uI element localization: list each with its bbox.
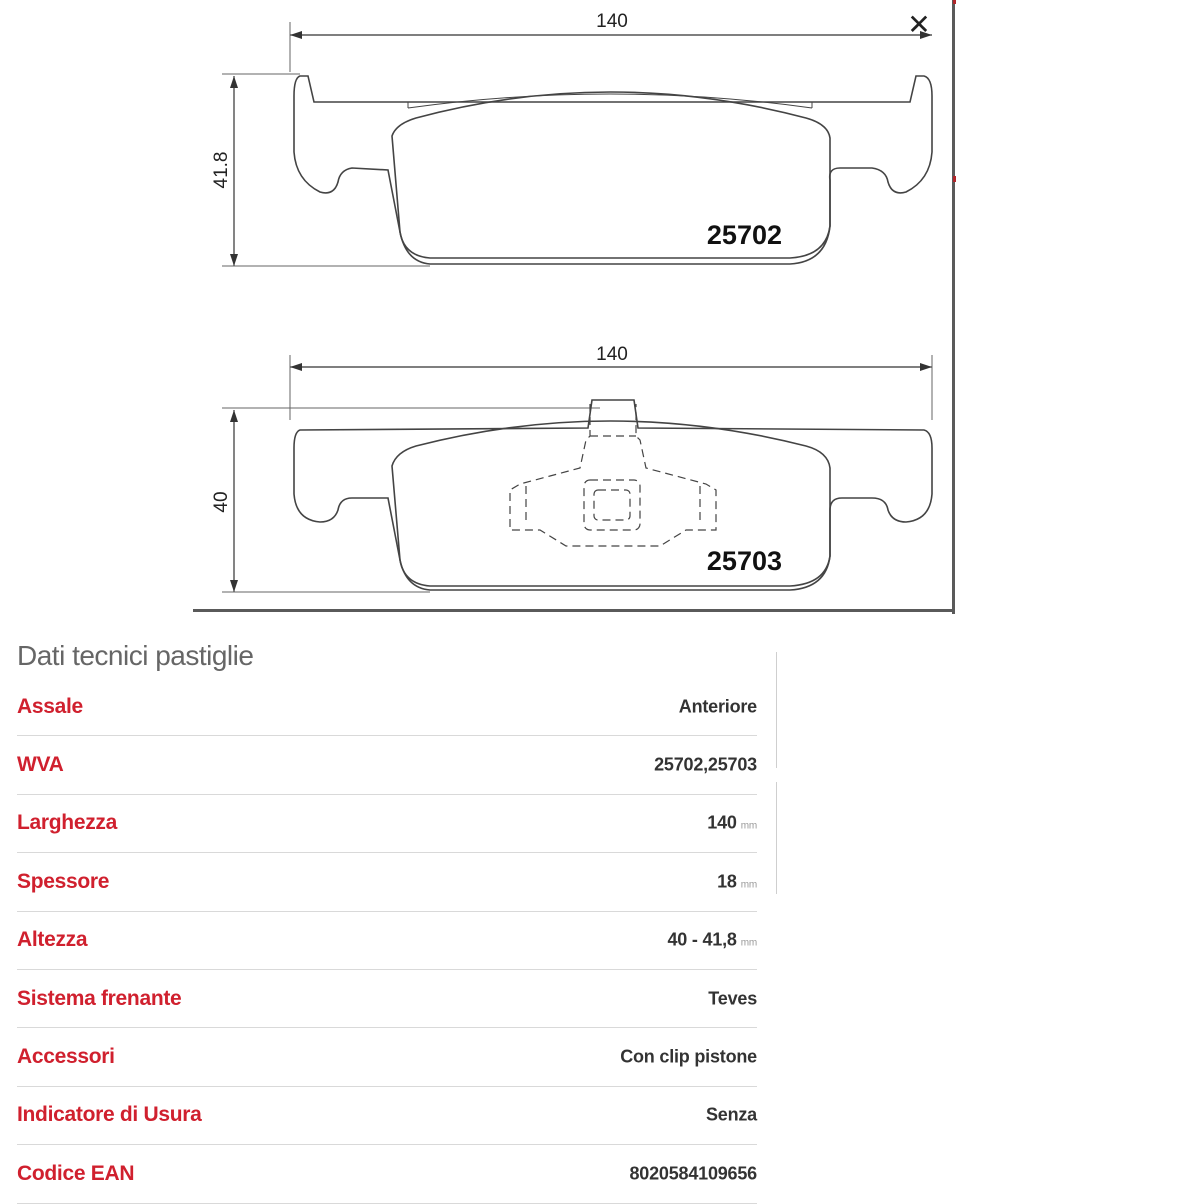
close-icon[interactable]: ✕: [907, 8, 931, 41]
spec-row-accessories: [17, 1028, 757, 1086]
spec-row-wear-indicator: [17, 1087, 757, 1145]
spec-value: Senza: [705, 1104, 757, 1125]
bottom-pad-width-label: 140: [596, 344, 628, 365]
spec-value: Con clip pistone: [620, 1046, 757, 1067]
bottom-pad-code: 25703: [706, 546, 782, 576]
spec-label: Indicatore di Usura: [17, 1103, 202, 1127]
spec-label: Larghezza: [17, 811, 117, 835]
spec-value: 8020584109656: [629, 1163, 757, 1184]
spec-unit: mm: [740, 937, 757, 949]
spec-row-axle: [17, 678, 757, 736]
spec-value: 40 - 41,8 mm: [667, 929, 757, 950]
divider-line: [776, 652, 777, 768]
spec-label: WVA: [17, 753, 64, 777]
specs-table: [17, 678, 757, 1204]
spec-row-width: [17, 795, 757, 853]
spec-unit: mm: [740, 879, 757, 891]
spec-value: 140 mm: [707, 812, 757, 833]
spec-row-brake-system: [17, 970, 757, 1028]
spec-value: Teves: [708, 988, 757, 1009]
drawing-panel-right-border: [952, 0, 955, 614]
top-pad-code: 25702: [706, 220, 782, 250]
bottom-pad-height-label: 40: [211, 491, 232, 513]
spec-label: Accessori: [17, 1045, 115, 1069]
top-pad-width-label: 140: [596, 11, 628, 32]
spec-row-height: [17, 912, 757, 970]
spec-value: Anteriore: [678, 696, 757, 717]
spec-label: Codice EAN: [17, 1161, 135, 1185]
spec-value: 25702,25703: [654, 754, 757, 775]
top-pad-height-label: 41.8: [211, 151, 232, 189]
spec-row-ean-code: [17, 1145, 757, 1203]
specs-section-title: Dati tecnici pastiglie: [17, 640, 254, 671]
spec-row-thickness: [17, 853, 757, 911]
accent-mark: [953, 176, 956, 182]
spec-value: 18 mm: [717, 871, 757, 892]
spec-label: Assale: [17, 694, 83, 718]
accent-mark: [953, 0, 956, 4]
spec-unit: mm: [740, 820, 757, 832]
spec-label: Sistema frenante: [17, 986, 182, 1010]
spec-row-wva: [17, 736, 757, 794]
divider-line: [776, 782, 777, 894]
drawing-panel-bottom-border: [193, 609, 955, 612]
spec-label: Altezza: [17, 928, 88, 952]
spec-label: Spessore: [17, 869, 110, 893]
